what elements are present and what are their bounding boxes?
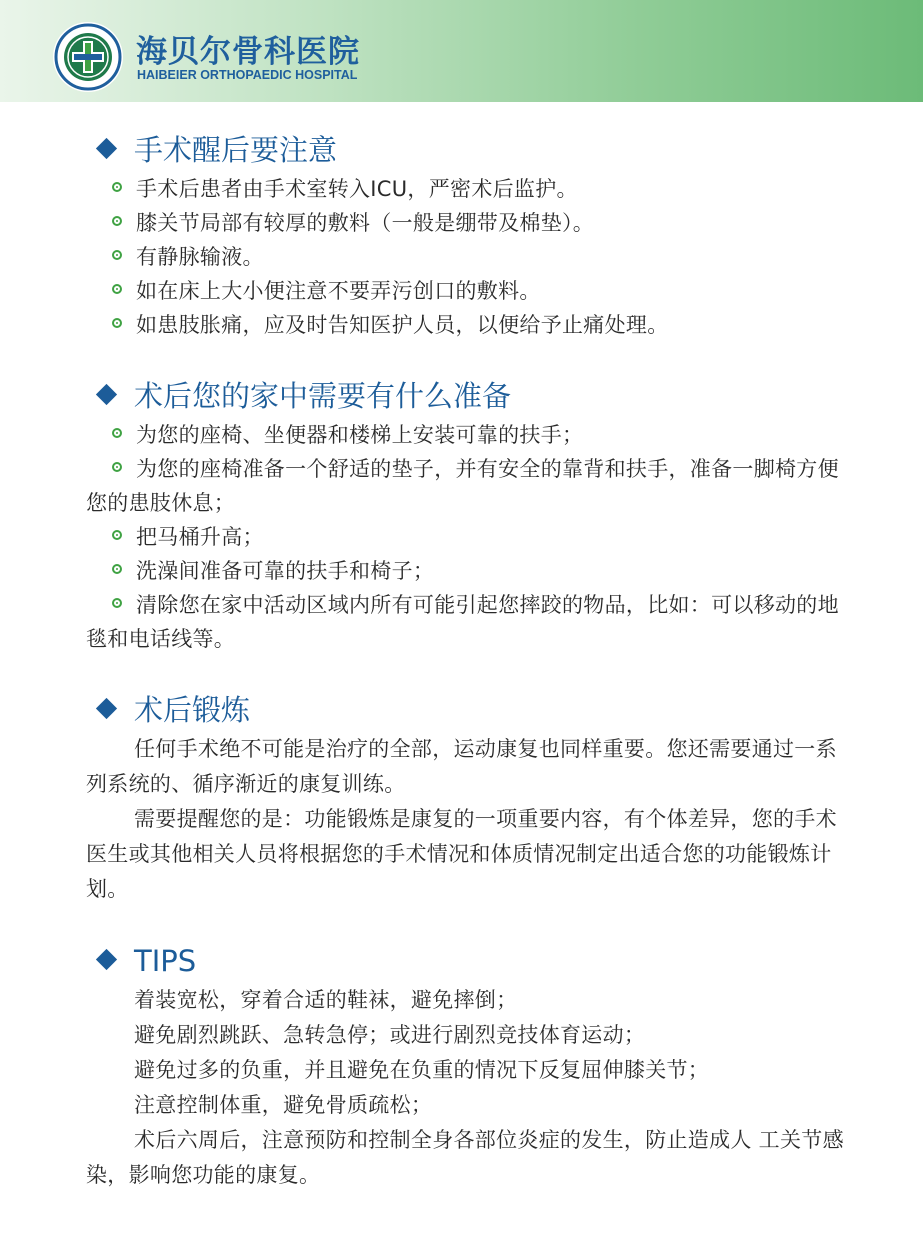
section-title-text: 术后您的家中需要有什么准备 (134, 379, 512, 413)
section-tips (86, 939, 846, 1193)
list-item-text: 如在床上大小便注意不要弄污创口的敷料。 (136, 279, 541, 303)
list-item-text: 手术后患者由手术室转入ICU，严密术后监护。 (136, 177, 578, 201)
circle-bullet-icon (112, 182, 122, 192)
list-item-text: 把马桶升高； (136, 525, 264, 549)
tip-line: 注意控制体重，避免骨质疏松； (134, 1093, 433, 1117)
section-title (96, 688, 846, 732)
list-item (86, 418, 846, 452)
list-item (86, 452, 846, 520)
document-body (86, 128, 846, 1225)
list-item (86, 554, 846, 588)
section-title (96, 939, 846, 983)
section-post-op-exercise (86, 688, 846, 907)
circle-bullet-icon (112, 428, 122, 438)
circle-bullet-icon (112, 462, 122, 472)
hospital-name-en: HAIBEIER ORTHOPAEDIC HOSPITAL (137, 68, 358, 82)
paragraph: 需要提醒您的是：功能锻炼是康复的一项重要内容，有个体差异，您的手术医生或其他相关人员将根据您的手术情况和体质情况制定出适合您的功能锻炼计划。 (86, 807, 837, 901)
list-item-text: 清除您在家中活动区域内所有可能引起您摔跤的物品，比如：可以移动的地毯和电话线等。 (86, 593, 839, 651)
list-item-text: 为您的座椅、坐便器和楼梯上安装可靠的扶手； (136, 423, 584, 447)
section-title-text: 术后锻炼 (134, 693, 251, 727)
tip-line: 术后六周后，注意预防和控制全身各部位炎症的发生，防止造成人 工关节感染，影响您功能的康复。 (86, 1128, 844, 1187)
circle-bullet-icon (112, 250, 122, 260)
section-title (96, 128, 846, 172)
list-item (86, 172, 846, 206)
diamond-bullet-icon (96, 698, 117, 719)
section-home-preparation (86, 374, 846, 656)
header-banner (0, 0, 923, 102)
tip-line: 避免过多的负重，并且避免在负重的情况下反复屈伸膝关节； (134, 1058, 710, 1082)
hospital-name-cn: 海贝尔骨科医院 (136, 34, 360, 70)
list-item-text: 有静脉输液。 (136, 245, 264, 269)
list-item-text: 为您的座椅准备一个舒适的垫子，并有安全的靠背和扶手，准备一脚椅方便您的患肢休息； (86, 457, 839, 515)
tip-line: 避免剧烈跳跃、急转急停；或进行剧烈竞技体育运动； (134, 1023, 646, 1047)
list-item-text: 膝关节局部有较厚的敷料（一般是绷带及棉垫）。 (136, 211, 595, 235)
tip-line: 着装宽松，穿着合适的鞋袜，避免摔倒； (134, 988, 518, 1012)
list-item-text: 洗澡间准备可靠的扶手和椅子； (136, 559, 435, 583)
list-item (86, 206, 846, 240)
list-item (86, 274, 846, 308)
section-title (96, 374, 846, 418)
circle-bullet-icon (112, 216, 122, 226)
list-item (86, 520, 846, 554)
diamond-bullet-icon (96, 138, 117, 159)
section-post-op-awake (86, 128, 846, 342)
list-item-text: 如患肢胀痛，应及时告知医护人员，以便给予止痛处理。 (136, 313, 669, 337)
section-title-text: TIPS (134, 944, 197, 978)
diamond-bullet-icon (96, 384, 117, 405)
circle-bullet-icon (112, 318, 122, 328)
circle-bullet-icon (112, 530, 122, 540)
hospital-logo-icon (52, 21, 124, 93)
list-item (86, 308, 846, 342)
paragraph: 任何手术绝不可能是治疗的全部，运动康复也同样重要。您还需要通过一系列系统的、循序渐近的康复训练。 (86, 737, 837, 796)
list-item (86, 588, 846, 656)
section-title-text: 手术醒后要注意 (134, 133, 338, 167)
circle-bullet-icon (112, 284, 122, 294)
circle-bullet-icon (112, 598, 122, 608)
list-item (86, 240, 846, 274)
diamond-bullet-icon (96, 949, 117, 970)
circle-bullet-icon (112, 564, 122, 574)
